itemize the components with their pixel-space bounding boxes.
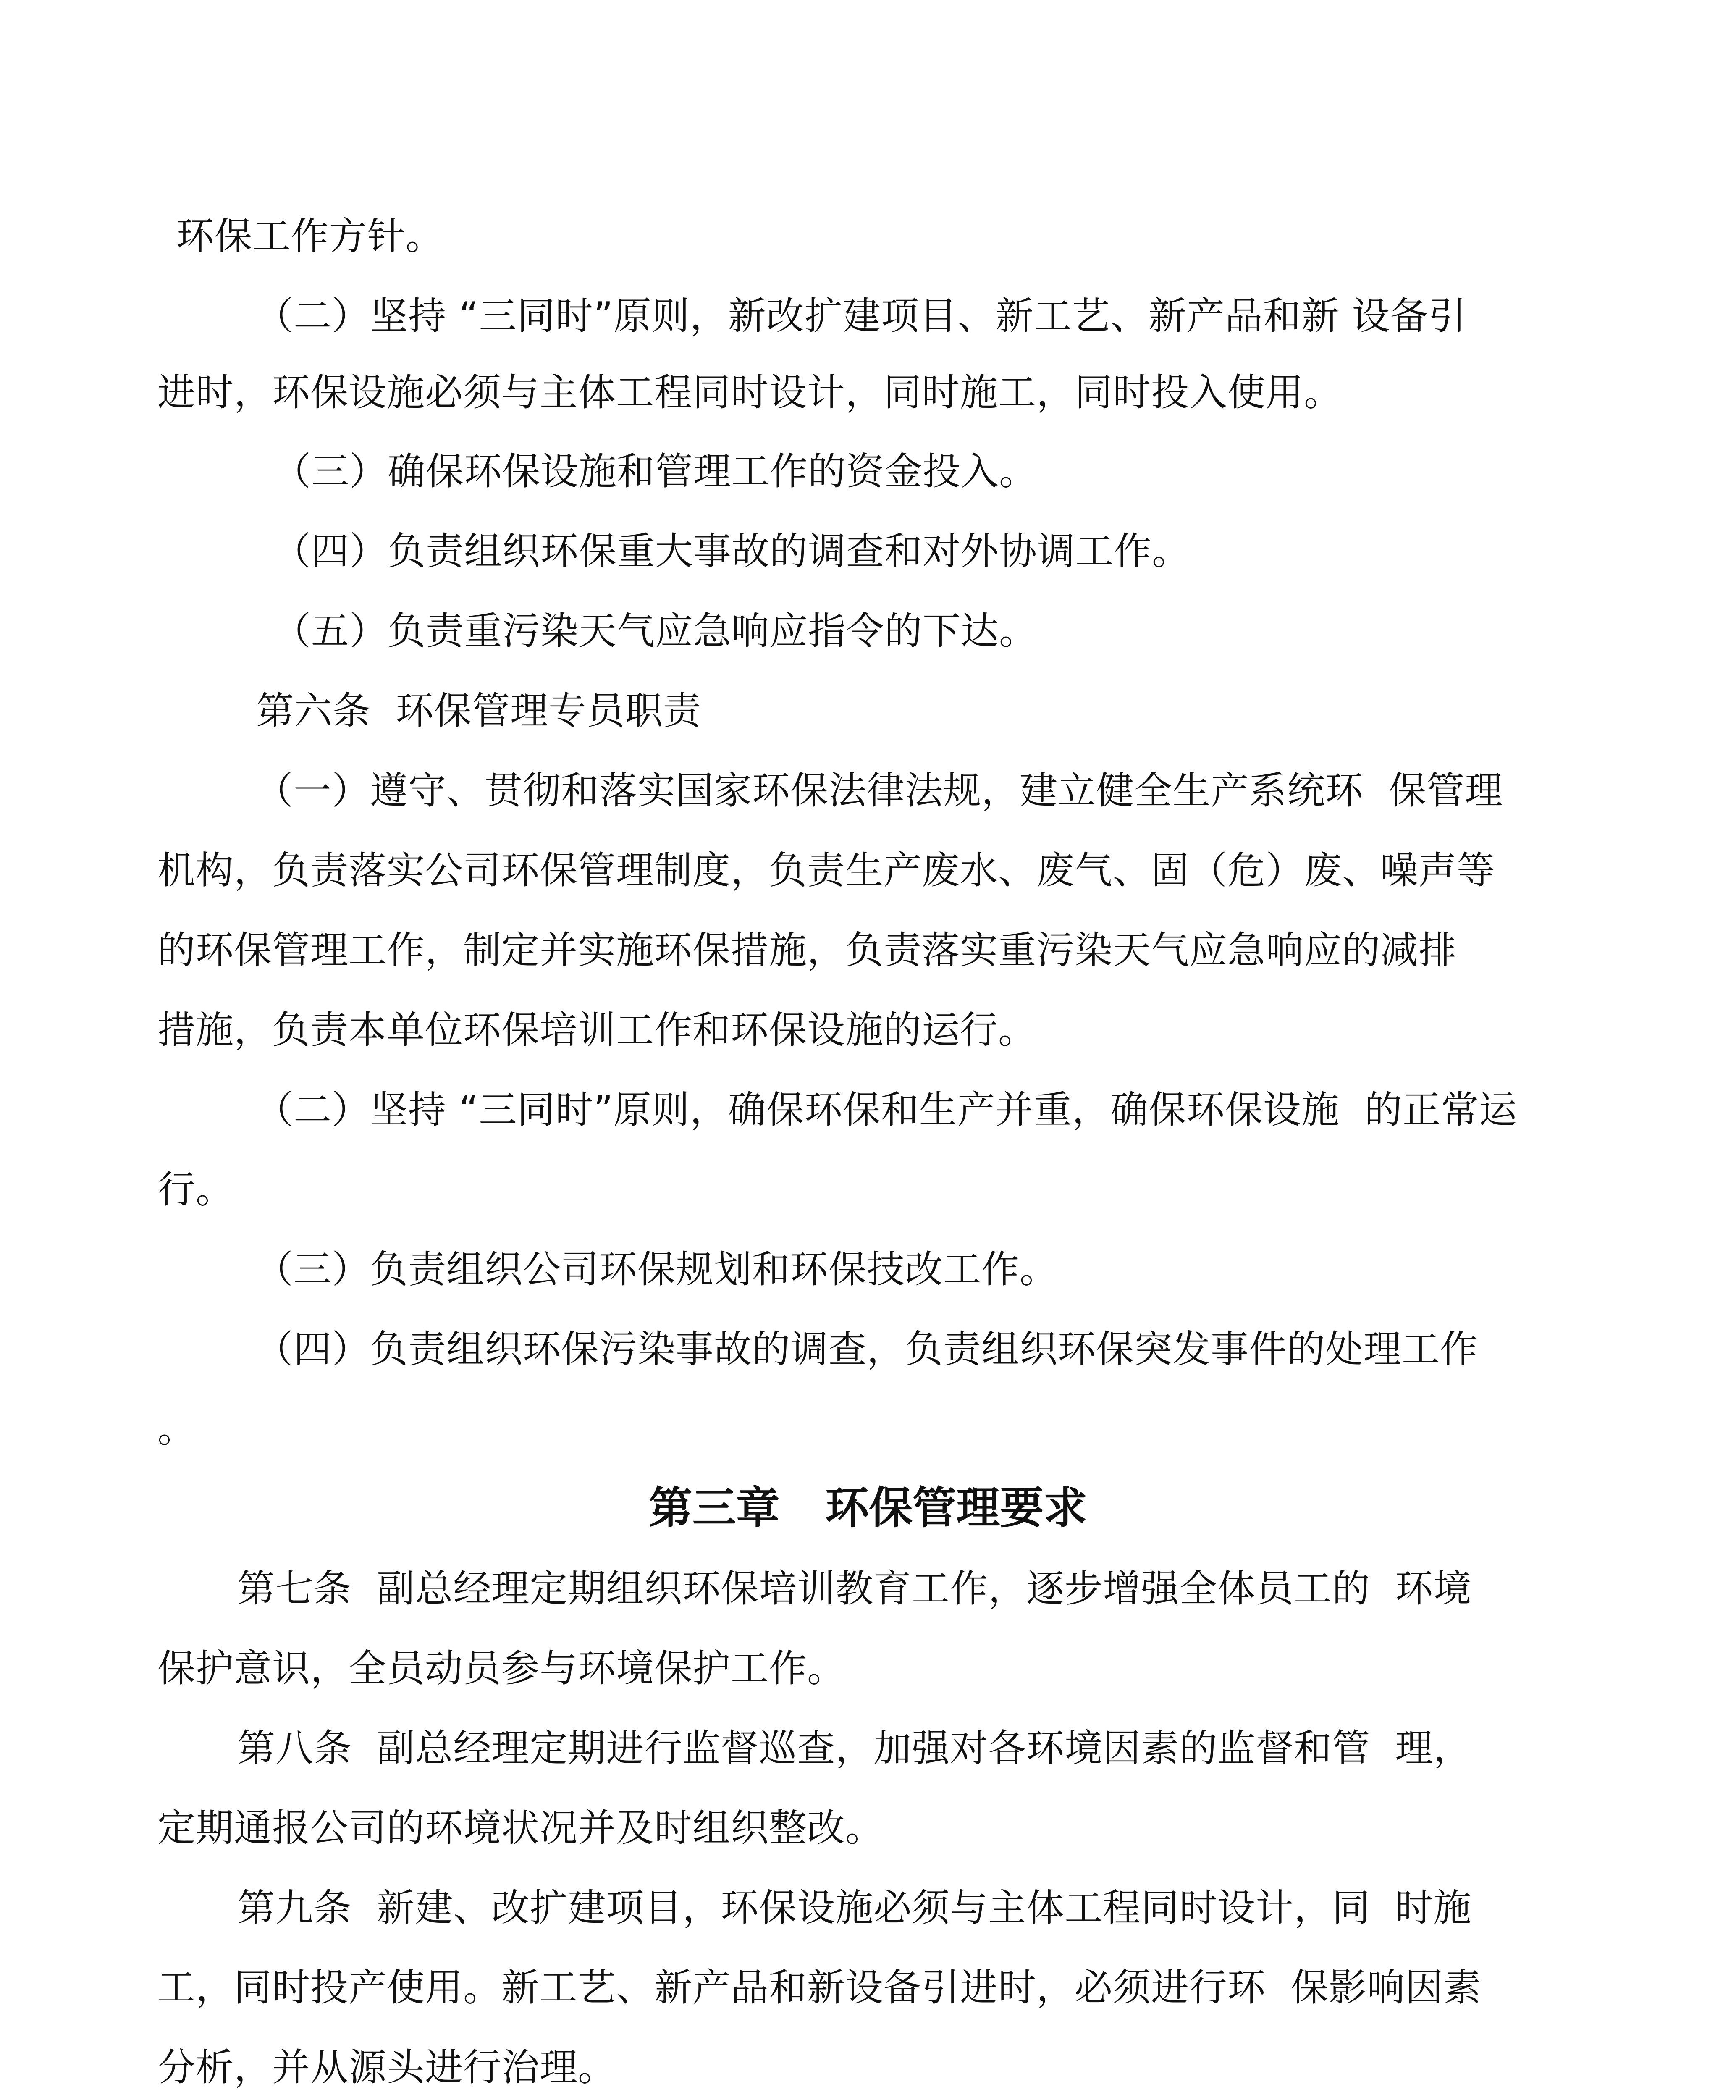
text-line: 。 (157, 1407, 196, 1451)
text-line: 措施，负责本单位环保培训工作和环保设施的运行。 (157, 1008, 1036, 1052)
text-line: 工，同时投产使用。新工艺、新产品和新设备引进时，必须进行环 保影响因素 (157, 1966, 1482, 2010)
chapter-heading: 第三章 环保管理要求 (648, 1482, 1088, 1533)
text-line: 分析，并从源头进行治理。 (157, 2045, 616, 2090)
text-line: 第八条 副总经理定期进行监督巡查，加强对各环境因素的监督和管 理， (237, 1726, 1472, 1770)
text-line: 环保工作方针。 (164, 214, 444, 258)
text-line: 进时，环保设施必须与主体工程同时设计，同时施工，同时投入使用。 (157, 370, 1342, 415)
article-title: 第六条 环保管理专员职责 (256, 689, 702, 733)
text-line: 行。 (157, 1168, 234, 1212)
text-line: （五）负责重污染天气应急响应指令的下达。 (273, 609, 1037, 653)
text-line: （一）遵守、贯彻和落实国家环保法律法规，建立健全生产系统环 保管理 (255, 769, 1503, 813)
text-line: 保护意识，全员动员参与环境保护工作。 (157, 1646, 845, 1690)
text-line: （三）确保环保设施和管理工作的资金投入。 (273, 449, 1037, 494)
text-line: 第七条 副总经理定期组织环保培训教育工作，逐步增强全体员工的 环境 (237, 1567, 1472, 1611)
text-line: （二）坚持 “三同时”原则，确保环保和生产并重，确保环保设施 的正常运 (255, 1088, 1518, 1132)
text-line: 机构，负责落实公司环保管理制度，负责生产废水、废气、固（危）废、噪声等 (157, 848, 1495, 892)
text-line: 的环保管理工作，制定并实施环保措施，负责落实重污染天气应急响应的减排 (157, 928, 1457, 972)
text-line: 第九条 新建、改扩建项目，环保设施必须与主体工程同时设计，同 时施 (237, 1886, 1472, 1930)
text-line: （三）负责组织公司环保规划和环保技改工作。 (255, 1247, 1058, 1292)
text-line: 定期通报公司的环境状况并及时组织整改。 (157, 1806, 884, 1850)
text-line: （四）负责组织环保重大事故的调查和对外协调工作。 (273, 529, 1190, 573)
text-line: （四）负责组织环保污染事故的调查，负责组织环保突发事件的处理工作 (255, 1327, 1478, 1371)
text-line: （二）坚持 “三同时”原则，新改扩建项目、新工艺、新产品和新 设备引 (255, 294, 1467, 338)
